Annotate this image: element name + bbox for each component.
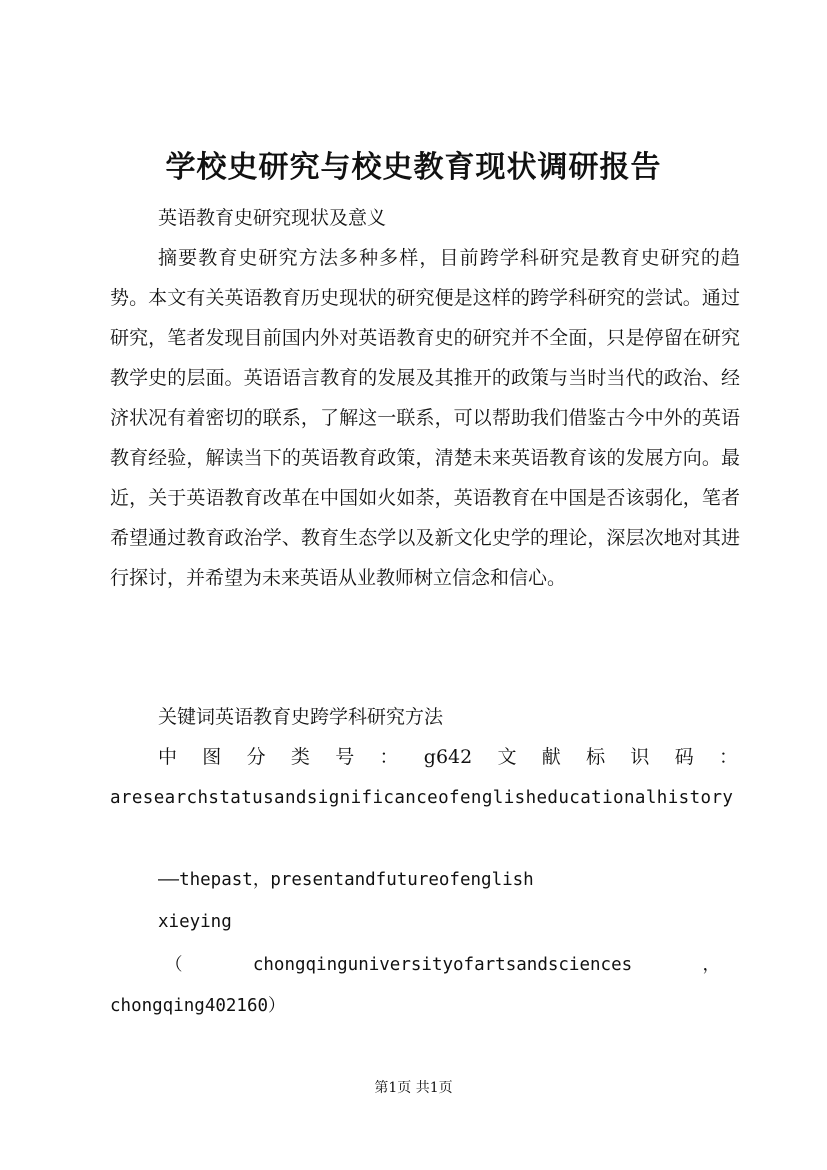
clc-token: 中	[158, 746, 178, 768]
clc-token: 献	[541, 746, 561, 768]
affiliation-line	[165, 945, 720, 985]
clc-token: 文	[497, 746, 517, 768]
page-footer: 第1页 共1页	[374, 1080, 453, 1096]
affiliation-token: （	[165, 955, 183, 975]
clc-token: 标	[586, 746, 606, 768]
author-name: xieying	[158, 912, 232, 932]
english-subtitle: ——thepast，presentandfutureofenglish	[158, 870, 534, 890]
clc-token: 码	[674, 746, 694, 768]
affiliation-line-2: chongqing402160）	[110, 996, 286, 1016]
abstract-paragraph: 摘要教育史研究方法多种多样，目前跨学科研究是教育史研究的趋势。本文有关英语教育历史现状的研究便是这样的跨学科研究的尝试。通过研究，笔者发现目前国内外对英语教育史的研究并不全面，只是停留在研究教学史的层面。英语语言教育的发展及其推开的政策与当时当代的政治、经济状况有着密切的联系，了解这一联系，可以帮助我们借鉴古今中外的英语教育经验，解读当下的英语教育政策，清楚未来英语教育该的发展方向。最近，关于英语教育改革在中国如火如荼，英语教育在中国是否该弱化，笔者希望通过教育政治学、教育生态学以及新文化史学的理论，深层次地对其进行探讨，并希望为未来英语从业教师树立信念和信心。	[110, 247, 740, 589]
classification-line	[158, 737, 738, 777]
clc-token: 类	[290, 746, 310, 768]
document-title: 学校史研究与校史教育现状调研报告	[165, 150, 662, 185]
clc-token: 识	[630, 746, 650, 768]
affiliation-token: ，	[702, 955, 720, 975]
keywords-line: 关键词英语教育史跨学科研究方法	[158, 706, 444, 728]
clc-token: 号	[335, 746, 355, 768]
clc-token: g642	[423, 746, 473, 768]
clc-token: ：	[718, 746, 738, 768]
affiliation-token: chongqinguniversityofartsandsciences	[252, 955, 633, 975]
clc-token: 图	[202, 746, 222, 768]
english-title: aresearchstatusandsignificanceofenglisheducationalhistory	[110, 788, 734, 808]
section-subtitle: 英语教育史研究现状及意义	[158, 207, 387, 229]
clc-token: 分	[246, 746, 266, 768]
clc-token: ：	[379, 746, 399, 768]
